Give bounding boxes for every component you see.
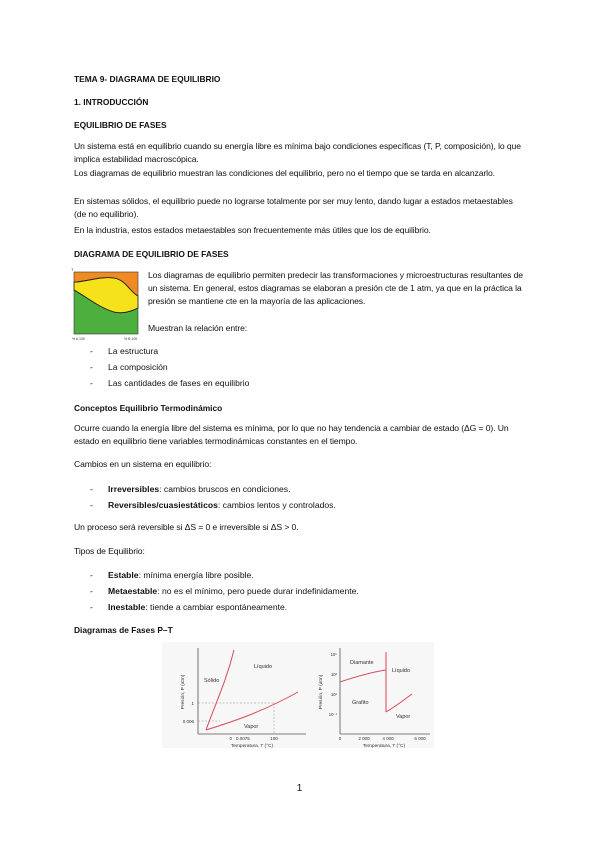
paragraph-tipos: Tipos de Equilibrio: [74, 546, 145, 556]
x-tick-00075: 0.0075 [236, 736, 250, 741]
paragraph-predecir: Los diagramas de equilibrio permiten predecir las transformaciones y microestructuras resultantes de un sistema. En general, estos diagramas se elaboran a presión cte de 1 atm, ya que en la práctica la presión se mantiene cte en la mayoría de las aplicaciones. [148, 270, 523, 307]
list-item-estable: Estable: mínima energía libre posible. [108, 570, 254, 580]
paragraph-ocurre: Ocurre cuando la energía libre del sistema es mínima, por lo que no hay tendencia a cambiar de estado (ΔG = 0). Un estado en equilibrio tiene variables termodinámicas constantes en el tiempo. [74, 423, 509, 447]
list-item-inestable: Inestable: tiende a cambiar espontáneamente. [108, 602, 288, 612]
region-liquid-label: Líquido [392, 668, 411, 674]
list-item-estructura: La estructura [108, 346, 159, 356]
subheading-conceptos: Conceptos Equilibrio Termodinámico [74, 403, 223, 413]
doc-title: TEMA 9- DIAGRAMA DE EQUILIBRIO [74, 74, 221, 84]
region-diamond-label: Diamante [350, 660, 374, 666]
pt-diagram-water [162, 642, 312, 748]
y-tick-1: 1 [191, 701, 194, 706]
document-page: TEMA 9- DIAGRAMA DE EQUILIBRIO 1. INTRODUCCIÓN EQUILIBRIO DE FASES Un sistema está en equilibrio cuando su energía libre es mínima bajo condiciones específicas (T, P, composición), lo que implica estabilidad macroscópica. Los diagramas de equilibrio muestran las condiciones del equilibrio, pero no el tiempo que se tarda en alcanzarlo. En sistemas sólidos, el equilibrio puede no lograrse totalmente por ser muy lento, dando lugar a estados metaestables (de no equilibrio). En la industria, estos estados metaestables son frecuentemente más útiles que los de equilibrio. DIAGRAMA DE EQUILIBRIO DE FASES T % A 100 % B 100 Los diagramas de equilibrio permiten predecir las transformaciones y microestructuras resultantes de un sistema. En general, estos diagramas se elaboran a presión cte de 1 atm, ya que en la práctica la presión se mantiene cte en la mayoría de las aplicaciones. Muestran la relación entre: - La estructura - La composición - Las cantidades de fases en equilibrio Conceptos Equilibrio Termodinámico Ocurre cuando la energía libre del sistema es mínima, por lo que no hay tendencia a cambiar de estado (ΔG = 0). Un estado en equilibrio tiene variables termodinámicas constantes en el tiempo. Cambios en un sistema en equilibrio: - Irreversibles: cambios bruscos en condiciones. - Reversibles/cuasiestáticos: cambios lentos y controlados. Un proceso será reversible si ΔS = 0 e irreversible si ΔS > 0. Tipos de Equilibrio: - Estable: mínima energía libre posible. - Metaestable: no es el mínimo, pero puede durar indefinidamente. - Inestable: tiende a cambiar espontáneamente. Diagramas de Fases P–T Sólido Líquido Vapor 1 0.006 0 0.0075 100 Temperatura, T (°C) Presión, P (atm) Diamante Líquido Grafito Vapor 10⁵ 10³ 10¹ 10⁻¹ 0 2 000 4 000 6 000 Temperatura, T (°C) Presión, P (atm) 1 [0, 0, 599, 848]
page-number: 1 [296, 783, 303, 794]
x-tick-2000: 2 000 [358, 736, 370, 741]
y-tick-0006: 0.006 [182, 719, 194, 724]
section-heading-intro: 1. INTRODUCCIÓN [74, 97, 149, 107]
subheading-diagramas-pt: Diagramas de Fases P–T [74, 625, 173, 635]
paragraph-industria: En la industria, estos estados metaestables son frecuentemente más útiles que los de equilibrio. [74, 225, 431, 235]
list-item-reversibles: Reversibles/cuasiestáticos: cambios lentos y controlados. [108, 500, 336, 510]
paragraph-diagramas: Los diagramas de equilibrio muestran las condiciones del equilibrio, pero no el tiempo que se tarda en alcanzarlo. [74, 168, 495, 178]
region-vapor-label: Vapor [396, 714, 411, 720]
region-solid-label: Sólido [204, 678, 220, 684]
pt-diagram-carbon [312, 642, 434, 748]
paragraph-relacion: Muestran la relación entre: [148, 323, 248, 333]
phase-diagram-thumbnail [70, 268, 142, 342]
region-graphite-label: Grafito [352, 700, 369, 706]
list-item-irreversibles: Irreversibles: cambios bruscos en condiciones. [108, 484, 291, 494]
y-tick-1e5: 10⁵ [330, 652, 337, 657]
x-tick-6000: 6 000 [414, 736, 426, 741]
x-axis-label: Temperatura, T (°C) [230, 744, 274, 748]
list-item-metaestable: Metaestable: no es el mínimo, pero puede durar indefinidamente. [108, 586, 359, 596]
thumbnail-y-label: T [71, 268, 74, 272]
y-tick-1e3: 10³ [330, 672, 337, 677]
y-tick-1e-1: 10⁻¹ [328, 712, 337, 717]
thumbnail-x-right-label: % B 100 [124, 337, 138, 341]
thumbnail-x-left-label: % A 100 [72, 337, 85, 341]
x-tick-0: 0 [229, 736, 232, 741]
x-axis-label: Temperatura, T (°C) [362, 744, 406, 748]
region-liquid-label: Líquido [254, 664, 273, 670]
x-tick-100: 100 [270, 736, 278, 741]
subheading-diagrama-equilibrio: DIAGRAMA DE EQUILIBRIO DE FASES [74, 249, 229, 259]
y-axis-label: Presión, P (atm) [181, 674, 186, 710]
paragraph-proceso: Un proceso será reversible si ΔS = 0 e irreversible si ΔS > 0. [74, 522, 299, 532]
x-tick-0: 0 [338, 736, 342, 741]
y-tick-1e1: 10¹ [330, 692, 337, 697]
paragraph-solidos: En sistemas sólidos, el equilibrio puede no lograrse totalmente por ser muy lento, dando lugar a estados metaestables (de no equilibrio). [74, 196, 513, 220]
subheading-equilibrio-fases: EQUILIBRIO DE FASES [74, 120, 167, 130]
paragraph-cambios: Cambios en un sistema en equilibrio: [74, 459, 212, 469]
x-tick-4000: 4 000 [382, 736, 394, 741]
y-axis-label: Presión, P (atm) [319, 674, 324, 710]
list-item-cantidades: Las cantidades de fases en equilibrio [108, 378, 250, 388]
paragraph-equilibrio: Un sistema está en equilibrio cuando su energía libre es mínima bajo condiciones específicas (T, P, composición), lo que implica estabilidad macroscópica. [74, 141, 521, 165]
list-item-composicion: La composición [108, 362, 168, 372]
region-vapor-label: Vapor [244, 724, 259, 730]
